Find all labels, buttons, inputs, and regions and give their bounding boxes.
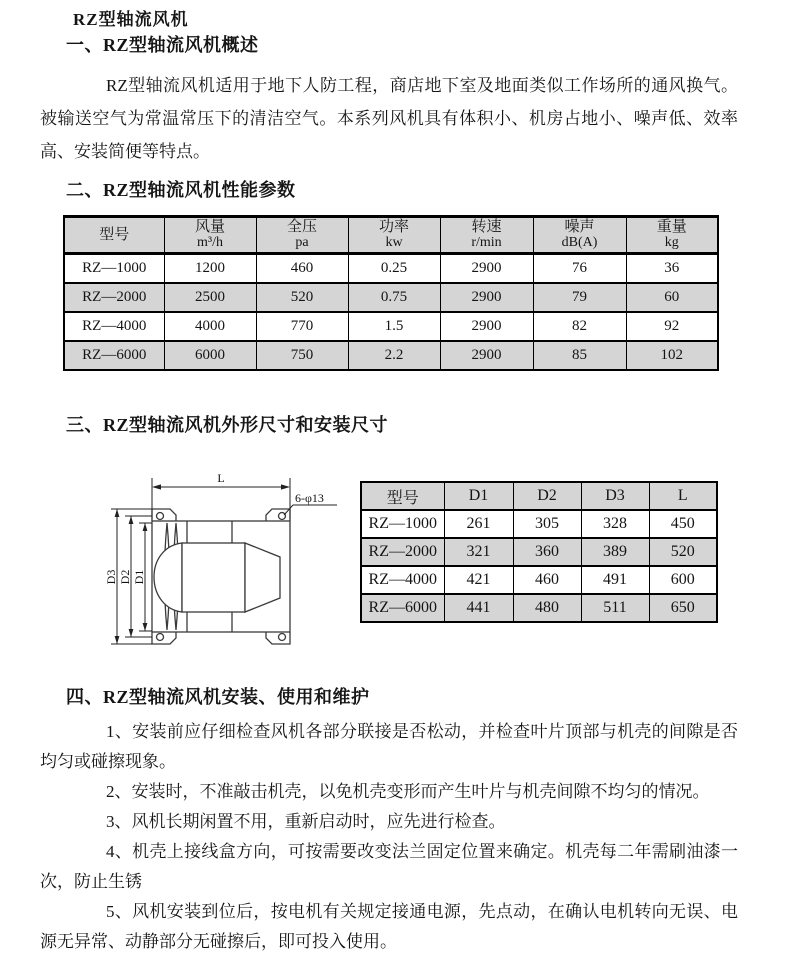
hub-body [182, 543, 245, 612]
table-cell: 2900 [440, 341, 533, 370]
table-cell: 491 [581, 566, 649, 594]
table-row [361, 566, 717, 594]
bolt-holes-label: 6-φ13 [295, 491, 324, 505]
table-row [64, 254, 718, 284]
dim-label-D1: D1 [132, 569, 146, 585]
table-cell: 450 [649, 510, 717, 538]
table-cell: 82 [533, 312, 626, 341]
table-cell: 85 [533, 341, 626, 370]
table-row [361, 510, 717, 538]
section4-heading: 四、RZ型轴流风机安装、使用和维护 [66, 687, 370, 707]
table-cell: 0.25 [348, 254, 440, 284]
table-cell: 770 [256, 312, 348, 341]
bolt-hole [279, 634, 286, 641]
table-cell: 360 [513, 538, 581, 566]
table-cell: RZ—4000 [64, 312, 164, 341]
table-cell: RZ—1000 [64, 254, 164, 284]
table-cell: 36 [626, 254, 718, 284]
table-cell: 421 [444, 566, 513, 594]
table-header-row [361, 482, 717, 510]
bolt-hole [157, 634, 164, 641]
table-cell: 6000 [164, 341, 256, 370]
column-header: D1 [444, 482, 513, 510]
table-cell: RZ—2000 [361, 538, 444, 566]
table-cell: 2900 [440, 312, 533, 341]
dim-label-L: L [217, 471, 225, 485]
instruction-item: 4、机壳上接线盒方向，可按需要改变法兰固定位置来确定。机壳每二年需刷油漆一次，防止生锈 [40, 842, 738, 891]
performance-table [63, 215, 719, 371]
section1-heading: 一、RZ型轴流风机概述 [66, 35, 259, 55]
arrowhead [152, 484, 161, 489]
table-cell: 305 [513, 510, 581, 538]
instruction-item: 5、风机安装到位后，按电机有关规定接通电源，先点动，在确认电机转向无误、电源无异常、动静部分无碰擦后，即可投入使用。 [40, 902, 738, 951]
table-cell: 2900 [440, 283, 533, 312]
table-cell: 2900 [440, 254, 533, 284]
arrowhead [281, 484, 290, 489]
table-cell: 520 [256, 283, 348, 312]
column-header: 型号 [64, 217, 164, 254]
column-header: 噪声 dB(A) [533, 217, 626, 254]
arrowhead [115, 636, 120, 644]
table-cell: 0.75 [348, 283, 440, 312]
table-cell: RZ—1000 [361, 510, 444, 538]
instruction-item: 2、安装时，不准敲击机壳，以免机壳变形而产生叶片与机壳间隙不均匀的情况。 [106, 782, 710, 801]
instructions-list [40, 717, 738, 956]
table-row [361, 538, 717, 566]
table-cell: 2500 [164, 283, 256, 312]
table-cell: 102 [626, 341, 718, 370]
table-cell: 92 [626, 312, 718, 341]
table-cell: 4000 [164, 312, 256, 341]
bolt-hole [279, 513, 286, 520]
hub-cone [245, 543, 280, 612]
arrowhead [143, 623, 148, 631]
dim-label-D2: D2 [118, 569, 132, 585]
table-cell: 441 [444, 594, 513, 622]
arrowhead [129, 516, 134, 524]
table-row [64, 283, 718, 312]
column-header: D2 [513, 482, 581, 510]
column-header: 转速 r/min [440, 217, 533, 254]
section2-heading: 二、RZ型轴流风机性能参数 [66, 180, 296, 200]
overview-paragraph: RZ型轴流风机适用于地下人防工程，商店地下室及地面类似工作场所的通风换气。被输送空气为常温常压下的清洁空气。本系列风机具有体积小、机房占地小、噪声低、效率高、安装简便等特点。 [40, 76, 738, 161]
section3-heading: 三、RZ型轴流风机外形尺寸和安装尺寸 [66, 415, 389, 435]
column-header: 全压 pa [256, 217, 348, 254]
table-cell: RZ—6000 [361, 594, 444, 622]
table-header-row [64, 217, 718, 254]
instruction-item: 1、安装前应仔细检查风机各部分联接是否松动，并检查叶片顶部与机壳的间隙是否均匀或碰擦现象。 [40, 722, 738, 771]
column-header: 风量 m³/h [164, 217, 256, 254]
arrowhead [115, 509, 120, 517]
arrowhead [143, 523, 148, 531]
table-cell: 1.5 [348, 312, 440, 341]
column-header: L [649, 482, 717, 510]
table-cell: 60 [626, 283, 718, 312]
fan-dimension-diagram [95, 465, 345, 665]
arrowhead [129, 629, 134, 637]
table-cell: 480 [513, 594, 581, 622]
bolt-hole [157, 513, 164, 520]
column-header: 功率 kw [348, 217, 440, 254]
dimensions-figure-area [40, 465, 738, 665]
table-cell: 79 [533, 283, 626, 312]
table-cell: 2.2 [348, 341, 440, 370]
table-cell: 76 [533, 254, 626, 284]
table-cell: 1200 [164, 254, 256, 284]
table-cell: 321 [444, 538, 513, 566]
table-cell: RZ—2000 [64, 283, 164, 312]
hub-dome [154, 543, 182, 612]
table-cell: 600 [649, 566, 717, 594]
table-cell: 460 [256, 254, 348, 284]
column-header: 重量 kg [626, 217, 718, 254]
table-cell: 650 [649, 594, 717, 622]
table-row [64, 312, 718, 341]
table-row [361, 594, 717, 622]
page-title: RZ型轴流风机 [73, 10, 189, 29]
instruction-item: 3、风机长期闲置不用，重新启动时，应先进行检查。 [106, 812, 506, 831]
column-header: D3 [581, 482, 649, 510]
dim-label-D3: D3 [104, 569, 118, 585]
table-cell: 511 [581, 594, 649, 622]
table-row [64, 341, 718, 370]
table-cell: RZ—6000 [64, 341, 164, 370]
table-cell: 261 [444, 510, 513, 538]
leader-line [284, 505, 293, 515]
table-cell: 460 [513, 566, 581, 594]
table-cell: RZ—4000 [361, 566, 444, 594]
table-cell: 750 [256, 341, 348, 370]
table-cell: 520 [649, 538, 717, 566]
column-header: 型号 [361, 482, 444, 510]
table-cell: 328 [581, 510, 649, 538]
table-cell: 389 [581, 538, 649, 566]
dimension-table [360, 481, 718, 623]
